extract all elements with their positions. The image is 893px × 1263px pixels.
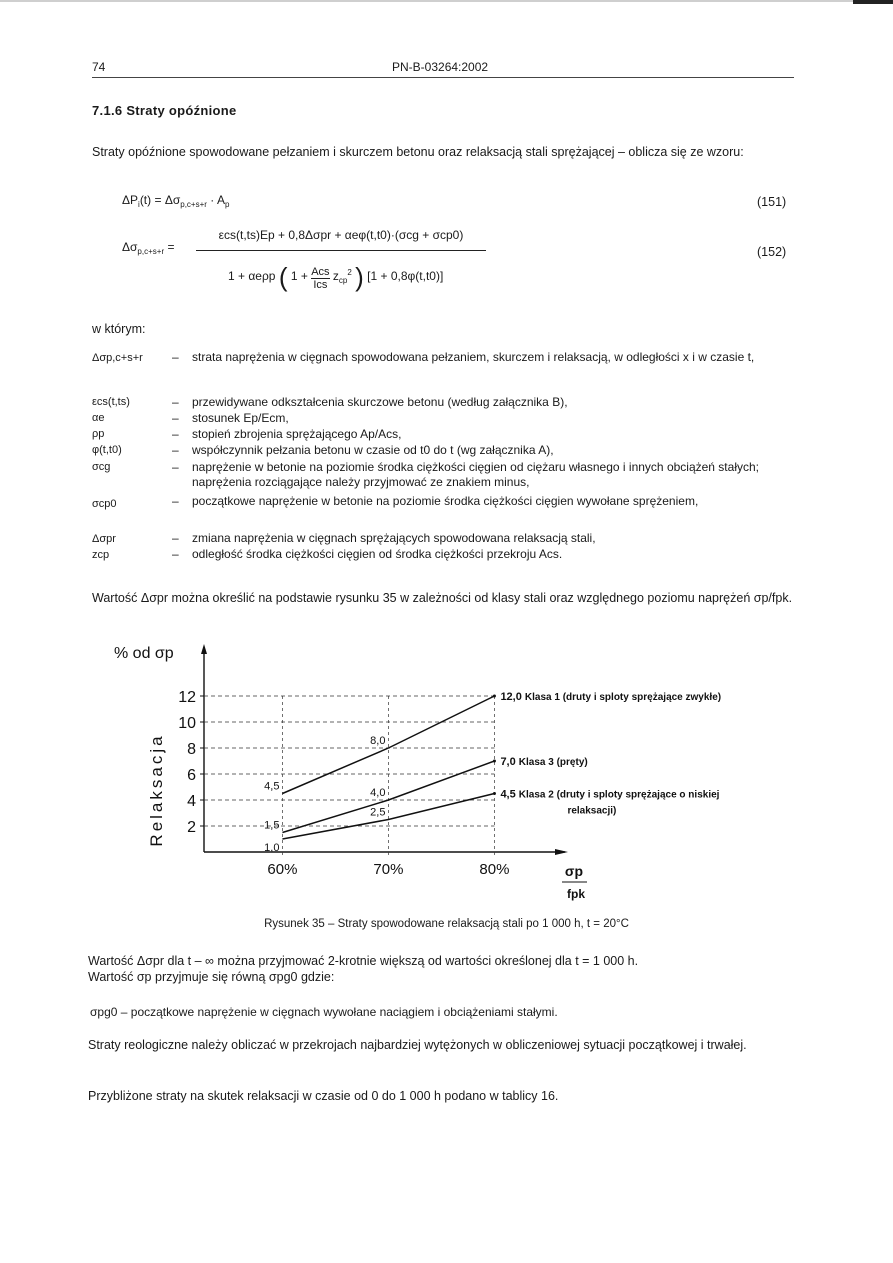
definition-symbol: zcp xyxy=(92,549,110,561)
series-end-point xyxy=(493,695,496,698)
rheological-paragraph: Straty reologiczne należy obliczać w przekrojach najbardziej wytężonych w obliczeniowej sytuacji początkowej i trwałej. xyxy=(88,1038,747,1052)
y-axis-arrow xyxy=(201,644,207,654)
figure-caption: Rysunek 35 – Straty spowodowane relaksacją stali po 1 000 h, t = 20°C xyxy=(264,918,629,930)
equation-151-number: (151) xyxy=(757,195,787,209)
definition-symbol: Δσp,c+s+r xyxy=(92,352,143,364)
x-axis-arrow xyxy=(555,849,568,855)
series-line xyxy=(282,761,494,833)
definition-symbol: Δσpr xyxy=(92,533,116,545)
relaxation-paragraph: Wartość Δσpr można określić na podstawie rysunku 35 w zależności od klasy stali oraz względnego poziomu naprężeń σp/fpk. xyxy=(92,591,793,605)
header-rule xyxy=(92,77,794,78)
scan-top-edge xyxy=(0,0,893,2)
equation-152-number: (152) xyxy=(757,245,787,259)
legend-label: Klasa 2 (druty i sploty sprężające o niskiej xyxy=(518,789,720,801)
page-number: 74 xyxy=(92,60,106,74)
x-tick-label: 80% xyxy=(479,861,510,878)
after-paragraph-2: Wartość σp przyjmuje się równą σpg0 gdzie: xyxy=(88,970,335,984)
point-label: 1,0 xyxy=(264,842,280,854)
y-tick-label: 6 xyxy=(187,767,196,784)
y-tick-label: 2 xyxy=(187,819,196,836)
y-axis-title: % od σp xyxy=(114,645,174,662)
x-tick-label: 70% xyxy=(373,861,404,878)
legend-label: relaksacji) xyxy=(567,805,617,817)
sigma-definition: σpg0 – początkowe naprężenie w cięgnach wywołane naciągiem i obciążeniami stałymi. xyxy=(90,1005,558,1019)
definition-text: odległość środka ciężkości cięgien od środka ciężkości przekroju Acs. xyxy=(192,547,563,561)
definition-text: naprężenie w betonie na poziomie środka ciężkości cięgien od ciężaru własnego i innych obciążeń stałych; naprężenia rozciągające należy przyjmować ze znakiem minus, xyxy=(192,460,759,489)
equation-152-denominator: 1 + αeρp ( 1 + Acs Ics $z_{cp}^2$ ) [1 + 0,8φ(t,t0)] xyxy=(228,262,444,292)
definition-symbol: σcp0 xyxy=(92,498,117,510)
legend-label: Klasa 3 (pręty) xyxy=(518,757,588,768)
point-label: 1,5 xyxy=(264,819,280,832)
legend-value: 12,0 xyxy=(500,691,525,703)
equation-152-fraction-bar xyxy=(196,250,486,251)
definition-text: strata naprężenia w cięgnach spowodowana pełzaniem, skurczem i relaksacją, w odległości x i w czasie t, xyxy=(192,350,755,364)
series-end-point xyxy=(493,792,496,795)
definition-symbol: ρp xyxy=(92,428,105,440)
definition-text: współczynnik pełzania betonu w czasie od t0 do t (wg załącznika A), xyxy=(192,443,554,457)
y-tick-label: 8 xyxy=(187,741,196,758)
y-tick-label: 12 xyxy=(178,689,196,706)
definition-symbol: σcg xyxy=(92,461,111,473)
point-label: 2,5 xyxy=(370,806,386,819)
definition-symbol: φ(t,t0) xyxy=(92,444,122,456)
y-axis-side-title: Relaksacja xyxy=(147,733,166,847)
definition-text: zmiana naprężenia w cięgnach sprężających spowodowana relaksacją stali, xyxy=(192,531,596,545)
x-tick-label: 60% xyxy=(267,861,298,878)
intro-paragraph: Straty opóźnione spowodowane pełzaniem i skurczem betonu oraz relaksacją stali sprężającej – oblicza się ze wzoru: xyxy=(92,145,744,159)
section-title: 7.1.6 Straty opóźnione xyxy=(92,103,237,118)
legend-value: 7,0 xyxy=(500,756,519,768)
scan-top-mark xyxy=(853,0,893,4)
point-label: 4,5 xyxy=(264,780,280,793)
x-axis-title-den: fpk xyxy=(567,887,585,901)
point-label: 8,0 xyxy=(370,735,386,747)
definition-symbol: αe xyxy=(92,412,105,424)
definition-symbol: εcs(t,ts) xyxy=(92,396,130,408)
series-end-point xyxy=(493,760,496,763)
where-label: w którym: xyxy=(92,322,146,336)
x-axis-title-num: σp xyxy=(564,863,584,879)
legend-entry xyxy=(500,789,719,801)
equation-152-lhs: $\Delta\sigma_{p,c+s+r}$ = xyxy=(122,240,175,256)
definition-text: początkowe naprężenie w betonie na poziomie środka ciężkości cięgien wywołane sprężeniem, xyxy=(192,494,699,508)
definition-text: stopień zbrojenia sprężającego Ap/Acs, xyxy=(192,427,402,441)
y-tick-label: 4 xyxy=(187,793,196,810)
equation-151: $\Delta P_i(t) = \Delta\sigma_{p,c+s+r} \cdot A_p$ xyxy=(122,193,230,209)
definition-text: stosunek Ep/Ecm, xyxy=(192,411,289,425)
standard-id: PN-B-03264:2002 xyxy=(392,60,489,74)
legend-value: 4,5 xyxy=(500,788,519,801)
equation-152-numerator: εcs(t,ts)Ep + 0,8Δσpr + αeφ(t,t0)·(σcg + σcp0) xyxy=(218,228,464,242)
y-tick-label: 10 xyxy=(178,715,196,732)
table-reference-paragraph: Przybliżone straty na skutek relaksacji w czasie od 0 do 1 000 h podano w tablicy 16. xyxy=(88,1089,559,1103)
definition-text: przewidywane odkształcenia skurczowe betonu (według załącznika B), xyxy=(192,395,568,409)
after-paragraph-1: Wartość Δσpr dla t – ∞ można przyjmować 2-krotnie większą od wartości określonej dla t = 1 000 h. xyxy=(88,954,639,968)
point-label: 4,0 xyxy=(370,787,386,799)
legend-entry xyxy=(500,756,587,768)
relaxation-chart xyxy=(100,630,780,910)
legend-entry xyxy=(500,691,721,703)
legend-label: Klasa 1 (druty i sploty sprężające zwykłe) xyxy=(524,692,722,703)
